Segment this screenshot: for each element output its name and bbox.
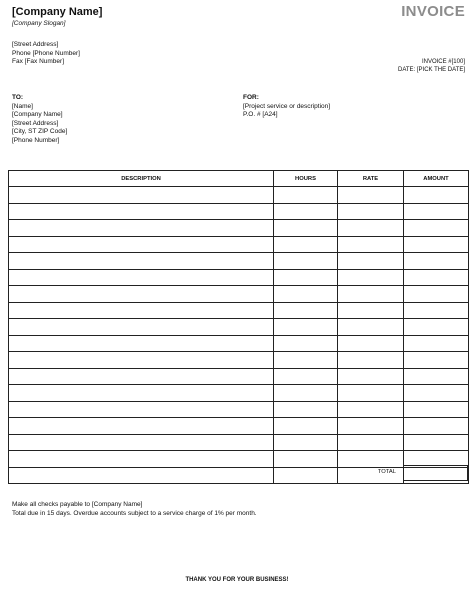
bill-to-block [12, 94, 67, 146]
table-row [9, 319, 469, 336]
invoice-title: INVOICE [401, 3, 465, 20]
header-hours: HOURS [274, 171, 338, 187]
hours-cell[interactable] [274, 467, 338, 484]
po-number: P.O. # [A24] [243, 111, 278, 119]
amount-cell[interactable] [404, 269, 469, 286]
rate-cell[interactable] [338, 286, 404, 303]
description-cell[interactable] [9, 220, 274, 237]
table-row [9, 269, 469, 286]
description-cell[interactable] [9, 418, 274, 435]
rate-cell[interactable] [338, 236, 404, 253]
company-name: [Company Name] [12, 6, 103, 18]
table-header-row [9, 171, 469, 187]
hours-cell[interactable] [274, 434, 338, 451]
table-row [9, 385, 469, 402]
rate-cell[interactable] [338, 451, 404, 468]
hours-cell[interactable] [274, 319, 338, 336]
hours-cell[interactable] [274, 451, 338, 468]
company-fax: Fax [Fax Number] [12, 58, 65, 66]
amount-cell[interactable] [404, 319, 469, 336]
description-cell[interactable] [9, 368, 274, 385]
table-row [9, 236, 469, 253]
bill-to-company: [Company Name] [12, 111, 63, 119]
amount-cell[interactable] [404, 434, 469, 451]
description-cell[interactable] [9, 335, 274, 352]
table-row [9, 467, 469, 484]
header-rate: RATE [338, 171, 404, 187]
hours-cell[interactable] [274, 418, 338, 435]
rate-cell[interactable] [338, 269, 404, 286]
company-address-block [12, 41, 80, 67]
rate-cell[interactable] [338, 253, 404, 270]
rate-cell[interactable] [338, 319, 404, 336]
amount-cell[interactable] [404, 187, 469, 204]
table-row [9, 253, 469, 270]
rate-cell[interactable] [338, 187, 404, 204]
amount-cell[interactable] [404, 253, 469, 270]
for-block [243, 94, 330, 120]
rate-cell[interactable] [338, 401, 404, 418]
payment-terms-note: Total due in 15 days. Overdue accounts subject to a service charge of 1% per month. [12, 509, 257, 517]
description-cell[interactable] [9, 187, 274, 204]
description-cell[interactable] [9, 434, 274, 451]
hours-cell[interactable] [274, 286, 338, 303]
company-phone: Phone [Phone Number] [12, 49, 80, 57]
invoice-meta [398, 58, 465, 75]
bill-to-phone: [Phone Number] [12, 136, 60, 144]
project-description: [Project service or description] [243, 102, 331, 110]
description-cell[interactable] [9, 385, 274, 402]
hours-cell[interactable] [274, 302, 338, 319]
amount-cell[interactable] [404, 352, 469, 369]
description-cell[interactable] [9, 269, 274, 286]
description-cell[interactable] [9, 203, 274, 220]
description-cell[interactable] [9, 319, 274, 336]
hours-cell[interactable] [274, 220, 338, 237]
bill-to-name: [Name] [12, 102, 33, 110]
header-amount: AMOUNT [404, 171, 469, 187]
amount-cell[interactable] [404, 385, 469, 402]
bill-to-city: [City, ST ZIP Code] [12, 128, 68, 136]
bill-to-label: TO: [12, 94, 24, 101]
table-row [9, 434, 469, 451]
rate-cell[interactable] [338, 434, 404, 451]
hours-cell[interactable] [274, 352, 338, 369]
company-slogan: [Company Slogan] [12, 20, 66, 27]
amount-cell[interactable] [404, 220, 469, 237]
rate-cell[interactable] [338, 418, 404, 435]
rate-cell[interactable] [338, 385, 404, 402]
header-description: DESCRIPTION [9, 171, 274, 187]
table-row [9, 302, 469, 319]
hours-cell[interactable] [274, 385, 338, 402]
table-row [9, 335, 469, 352]
table-row [9, 203, 469, 220]
amount-cell[interactable] [404, 368, 469, 385]
table-row [9, 187, 469, 204]
amount-cell[interactable] [404, 401, 469, 418]
table-row [9, 286, 469, 303]
amount-cell[interactable] [404, 335, 469, 352]
description-cell[interactable] [9, 401, 274, 418]
total-label: TOTAL [377, 469, 396, 475]
hours-cell[interactable] [274, 236, 338, 253]
amount-cell[interactable] [404, 418, 469, 435]
company-street: [Street Address] [12, 41, 59, 48]
description-cell[interactable] [9, 467, 274, 484]
rate-cell[interactable] [338, 220, 404, 237]
hours-cell[interactable] [274, 401, 338, 418]
total-amount-cell[interactable] [403, 465, 468, 481]
hours-cell[interactable] [274, 269, 338, 286]
hours-cell[interactable] [274, 253, 338, 270]
table-row [9, 368, 469, 385]
description-cell[interactable] [9, 352, 274, 369]
rate-cell[interactable] [338, 302, 404, 319]
description-cell[interactable] [9, 286, 274, 303]
description-cell[interactable] [9, 236, 274, 253]
line-items-table [8, 170, 469, 484]
description-cell[interactable] [9, 302, 274, 319]
invoice-date: DATE: [PICK THE DATE] [397, 67, 465, 74]
for-label: FOR: [243, 94, 259, 101]
rate-cell[interactable] [338, 368, 404, 385]
thank-you-message: THANK YOU FOR YOUR BUSINESS! [185, 577, 289, 583]
hours-cell[interactable] [274, 368, 338, 385]
rate-cell[interactable] [338, 203, 404, 220]
amount-cell[interactable] [404, 203, 469, 220]
table-body [9, 187, 469, 484]
description-cell[interactable] [9, 253, 274, 270]
table-row [9, 352, 469, 369]
amount-cell[interactable] [404, 236, 469, 253]
hours-cell[interactable] [274, 187, 338, 204]
amount-cell[interactable] [404, 286, 469, 303]
footer-notes [12, 501, 257, 518]
rate-cell[interactable] [338, 335, 404, 352]
checks-payable-note: Make all checks payable to [Company Name] [12, 501, 143, 508]
invoice-number: INVOICE #[100] [421, 59, 465, 65]
amount-cell[interactable] [404, 302, 469, 319]
rate-cell[interactable] [338, 352, 404, 369]
table-row [9, 220, 469, 237]
description-cell[interactable] [9, 451, 274, 468]
hours-cell[interactable] [274, 335, 338, 352]
table-row [9, 401, 469, 418]
hours-cell[interactable] [274, 203, 338, 220]
table-row [9, 451, 469, 468]
bill-to-street: [Street Address] [12, 119, 59, 127]
table-row [9, 418, 469, 435]
